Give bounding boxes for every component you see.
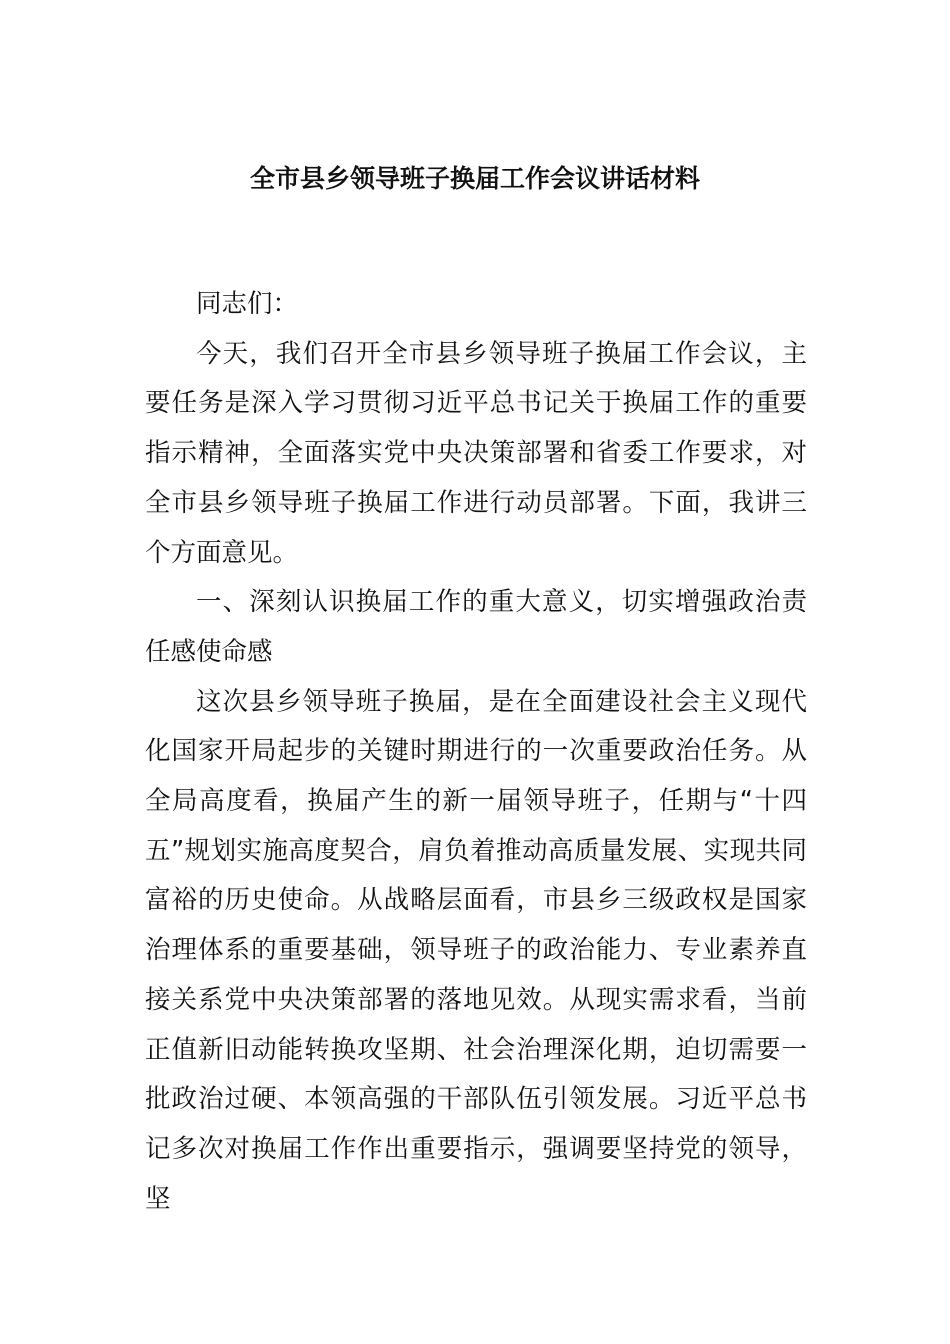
salutation-paragraph: 同志们： [196,289,299,319]
document-body [145,280,807,1224]
intro-paragraph: 今天，我们召开全市县乡领导班子换届工作会议，主要任务是深入学习贯彻习近平总书记关于换届工作的重要指示精神，全面落实党中央决策部署和省委工作要求，对全市县乡领导班子换届工作进行动员部署。下面，我讲三个方面意见。 [145,338,807,568]
section-heading-1: 一、深刻认识换届工作的重大意义，切实增强政治责任感使命感 [145,587,807,667]
document-title: 全市县乡领导班子换届工作会议讲话材料 [249,164,700,193]
body-paragraph: 这次县乡领导班子换届，是在全面建设社会主义现代化国家开局起步的关键时期进行的一次重要政治任务。从全局高度看，换届产生的新一届领导班子，任期与“十四五”规划实施高度契合，肩负着推动高质量发展、实现共同富裕的历史使命。从战略层面看，市县乡三级政权是国家治理体系的重要基础，领导班子的政治能力、专业素养直接关系党中央决策部署的落地见效。从现实需求看，当前正值新旧动能转换攻坚期、社会治理深化期，迫切需要一批政治过硬、本领高强的干部队伍引领发展。习近平总书记多次对换届工作作出重要指示，强调要坚持党的领导，坚 [145,686,807,1214]
